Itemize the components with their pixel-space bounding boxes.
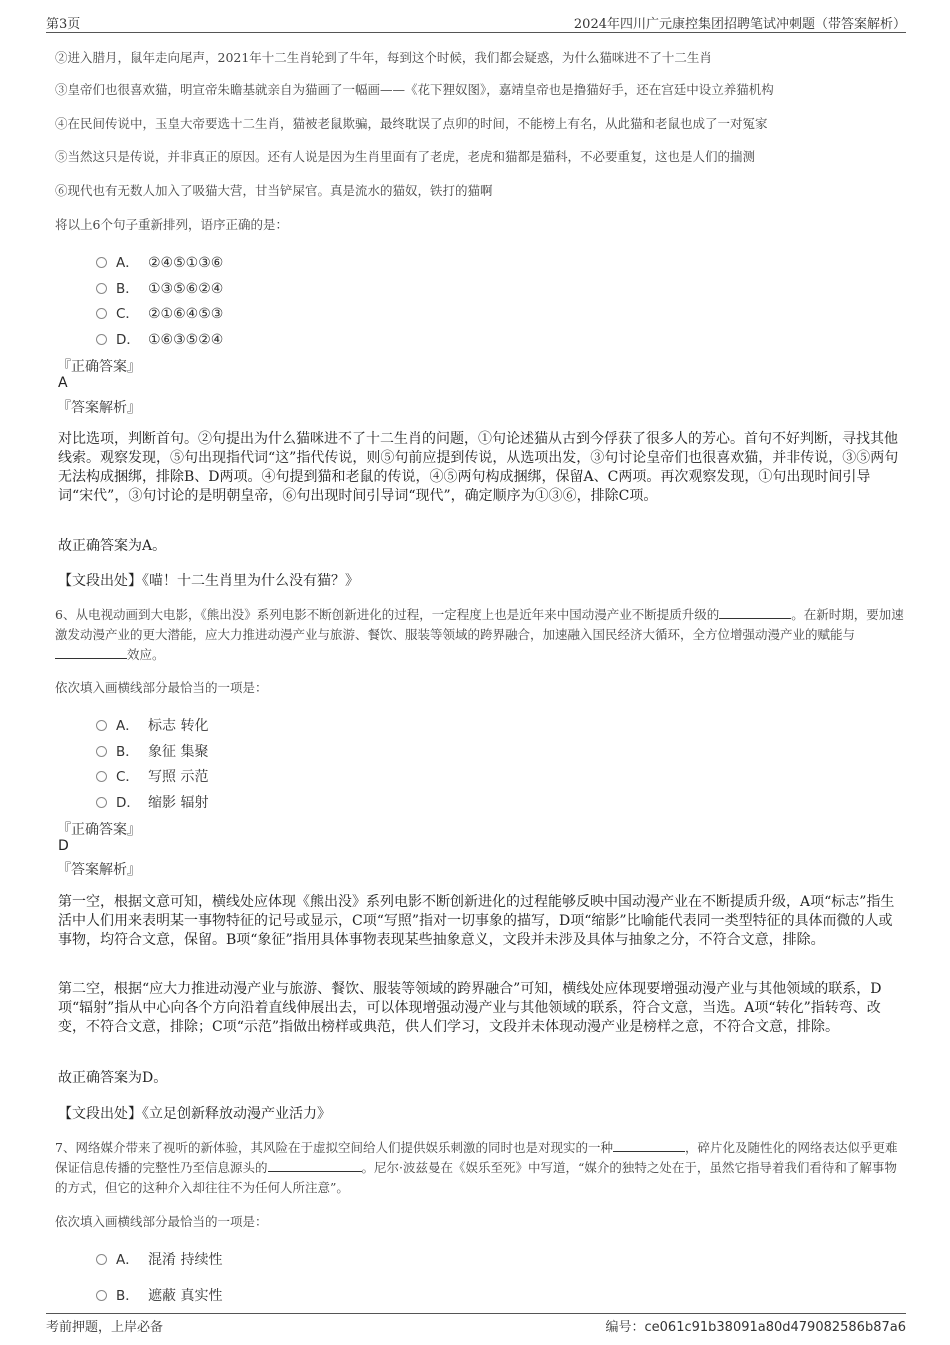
blank-line	[719, 606, 791, 619]
radio-icon[interactable]	[96, 283, 107, 294]
radio-icon[interactable]	[96, 257, 107, 268]
analysis-conclusion: 故正确答案为A。	[58, 538, 167, 554]
question-prompt: 依次填入画横线部分最恰当的一项是：	[55, 1214, 268, 1229]
blank-line	[55, 646, 127, 659]
radio-icon[interactable]	[96, 1290, 107, 1301]
sentence-2: ②进入腊月，鼠年走向尾声，2021年十二生肖轮到了牛年，每到这个时候，我们都会疑惑，为什么猫咪进不了十二生肖	[55, 50, 712, 65]
q5-option-b[interactable]: B． ①③⑤⑥②④	[96, 277, 223, 297]
analysis-label: 『答案解析』	[57, 862, 141, 878]
footer-slogan: 考前押题，上岸必备	[46, 1320, 164, 1335]
source-citation: 【文段出处】《立足创新释放动漫产业活力》	[58, 1106, 331, 1122]
radio-icon[interactable]	[96, 746, 107, 757]
radio-icon[interactable]	[96, 771, 107, 782]
q6-stem: 6、从电视动画到大电影，《熊出没》系列电影不断创新进化的过程，一定程度上也是近年来中国动漫产业不断提质升级的 。在新时期，要加速激发动漫产业的更大潜能，应大力推进动漫产业与旅游、餐饮、服装等领域的跨界融合，加速融入国民经济大循环，全方位增强动漫产业的赋能与效应。	[55, 607, 904, 662]
blank-line	[613, 1139, 685, 1152]
q5-option-a[interactable]: A． ②④⑤①③⑥	[96, 251, 223, 271]
page-number: 第3页	[46, 17, 81, 32]
q7-stem: 7、网络媒介带来了视听的新体验，其风险在于虚拟空间给人们提供娱乐刺激的同时也是对现实的一种 ，碎片化及随性化的网络表达似乎更难保证信息传播的完整性乃至信息源头的 。尼尔·波兹曼在《娱乐至死》中写道，“媒介的独特之处在于，虽然它指导着我们看待和了解事物的方式，但它的这种介入却往往不为任何人所注意”。	[55, 1140, 898, 1195]
radio-icon[interactable]	[96, 797, 107, 808]
question-prompt: 依次填入画横线部分最恰当的一项是：	[55, 680, 268, 695]
sentence-4: ④在民间传说中，玉皇大帝要选十二生肖，猫被老鼠欺骗，最终耽误了点卯的时间，不能榜上有名，从此猫和老鼠也成了一对冤家	[55, 116, 768, 131]
analysis-text: 对比选项，判断首句。②句提出为什么猫咪进不了十二生肖的问题，①句论述猫从古到今俘获了很多人的芳心。首句不好判断，寻找其他线索。观察发现，⑤句出现指代词“这”指代传说，则⑤句前应提到传说，从选项出发，③句讨论皇帝们也很喜欢猫，并非传说，③⑤两句无法构成捆绑，排除B、D两项。④句提到猫和老鼠的传说，④⑤两句构成捆绑，保留A、C两项。再次观察发现，①句出现时间引导词“宋代”，③句讨论的是明朝皇帝，⑥句出现时间引导词“现代”，确定顺序为①③⑥，排除C项。	[58, 431, 899, 504]
document-title: 2024年四川广元康控集团招聘笔试冲刺题（带答案解析）	[573, 17, 906, 32]
analysis-conclusion: 故正确答案为D。	[58, 1070, 168, 1086]
q6-option-a[interactable]: A． 标志 转化	[96, 714, 208, 735]
sentence-6: ⑥现代也有无数人加入了吸猫大营，甘当铲屎官。真是流水的猫奴，铁打的猫啊	[55, 183, 493, 198]
blank-line	[268, 1159, 362, 1172]
radio-icon[interactable]	[96, 308, 107, 319]
q6-option-b[interactable]: B． 象征 集聚	[96, 740, 208, 761]
correct-answer: A	[58, 375, 68, 391]
q5-option-d[interactable]: D． ①⑥③⑤②④	[96, 328, 223, 348]
q5-option-c[interactable]: C． ②①⑥④⑤③	[96, 302, 223, 322]
source-citation: 【文段出处】《喵！十二生肖里为什么没有猫？》	[58, 573, 359, 589]
page-header	[46, 12, 906, 33]
question-prompt: 将以上6个句子重新排列，语序正确的是：	[55, 217, 288, 232]
radio-icon[interactable]	[96, 334, 107, 345]
sentence-3: ③皇帝们也很喜欢猫，明宣帝朱瞻基就亲自为猫画了一幅画——《花下狸奴图》，嘉靖皇帝也是撸猫好手，还在宫廷中设立养猫机构	[55, 82, 774, 97]
correct-answer: D	[58, 838, 69, 854]
analysis-text-1: 第一空，根据文意可知，横线处应体现《熊出没》系列电影不断创新进化的过程能够反映中国动漫产业在不断提质升级，A项“标志”指生活中人们用来表明某一事物特征的记号或显示，C项“写照”指对一切事象的描写，D项“缩影”比喻能代表同一类型特征的具体而微的人或事物，均符合文意，保留。B项“象征”指用具体事物表现某些抽象意义，文段并未涉及具体与抽象之分，不符合文意，排除。	[58, 894, 895, 948]
correct-answer-label: 『正确答案』	[57, 822, 141, 838]
correct-answer-label: 『正确答案』	[57, 359, 141, 375]
page-footer	[46, 1313, 906, 1336]
radio-icon[interactable]	[96, 720, 107, 731]
q7-option-a[interactable]: A． 混淆 持续性	[96, 1248, 222, 1269]
sentence-5: ⑤当然这只是传说，并非真正的原因。还有人说是因为生肖里面有了老虎，老虎和猫都是猫科，不必要重复，这也是人们的揣测	[55, 149, 756, 164]
q6-option-c[interactable]: C． 写照 示范	[96, 765, 208, 786]
q7-option-b[interactable]: B． 遮蔽 真实性	[96, 1284, 222, 1305]
q6-option-d[interactable]: D． 缩影 辐射	[96, 791, 208, 812]
analysis-label: 『答案解析』	[57, 400, 141, 416]
radio-icon[interactable]	[96, 1254, 107, 1265]
analysis-text-2: 第二空，根据“应大力推进动漫产业与旅游、餐饮、服装等领域的跨界融合”可知，横线处应体现要增强动漫产业与其他领域的联系，D项“辐射”指从中心向各个方向沿着直线伸展出去，可以体现增强动漫产业与其他领域的联系，符合文意，当选。A项“转化”指转弯、改变，不符合文意，排除；C项“示范”指做出榜样或典范，供人们学习，文段并未体现动漫产业是榜样之意，不符合文意，排除。	[58, 981, 882, 1035]
document-id: 编号：ce061c91b38091a80d479082586b87a6	[605, 1320, 906, 1335]
